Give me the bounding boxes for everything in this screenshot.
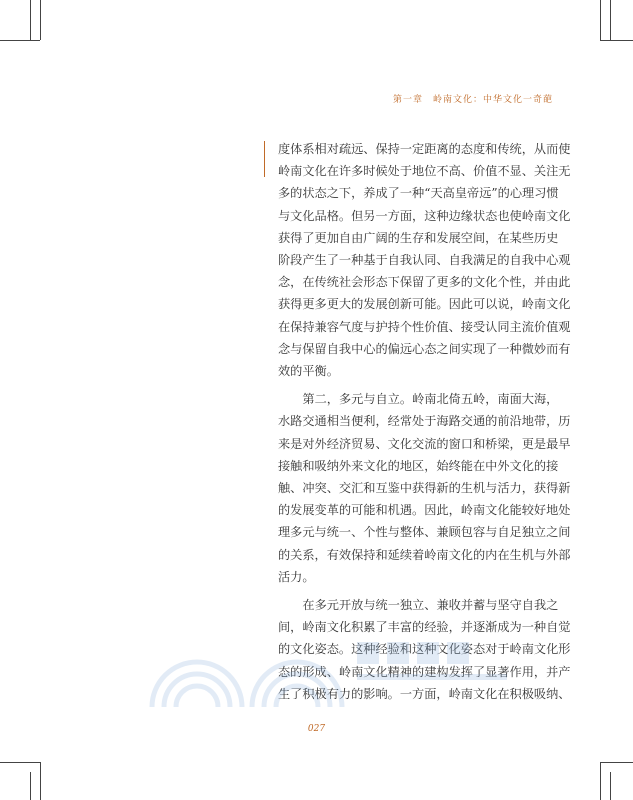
- crop-mark-top-left-h: [0, 40, 40, 41]
- crop-mark-top-right-h: [600, 40, 633, 41]
- crop-mark-bottom-right-v: [600, 762, 601, 800]
- text-line: 生了积极有力的影响。一方面，岭南文化在积极吸纳、: [278, 686, 571, 701]
- text-line: 效的平衡。: [278, 364, 339, 379]
- paragraph: [278, 594, 571, 705]
- text-line: 接触和吸纳外来文化的地区，始终能在中外文化的接: [278, 458, 559, 473]
- text-line: 度体系相对疏远、保持一定距离的态度和传统，从而使: [278, 142, 571, 156]
- crop-mark-bottom-right-h: [600, 762, 633, 763]
- text-line: 的文化姿态。这种经验和这种文化姿态对于岭南文化形: [278, 642, 571, 657]
- crop-mark-bottom-left-h: [0, 762, 40, 763]
- running-head: [383, 92, 553, 105]
- text-line: 活力。: [278, 569, 315, 584]
- margin-rule: [264, 141, 265, 177]
- text-line: 在保持兼容气度与护持个性价值、接受认同主流价值观: [278, 319, 571, 334]
- text-line: 的关系，有效保持和延续着岭南文化的内在生机与外部: [278, 547, 571, 562]
- running-head-chapter: 第一章: [392, 95, 423, 105]
- text-line: 的发展变革的可能和机遇。因此，岭南文化能较好地处: [278, 503, 571, 518]
- crop-mark-bottom-left-v2: [30, 772, 31, 800]
- text-line: 间，岭南文化积累了丰富的经验，并逐渐成为一种自觉: [278, 620, 571, 635]
- text-line: 岭南文化在许多时候处于地位不高、价值不显、关注无: [278, 164, 571, 179]
- crop-mark-top-right-v2: [610, 0, 611, 40]
- crop-mark-top-left-v: [40, 0, 41, 40]
- crop-mark-top-right-v: [600, 0, 601, 40]
- paragraph: [278, 138, 571, 382]
- text-line: 念与保留自我中心的偏远心态之间实现了一种微妙而有: [278, 341, 571, 356]
- text-line: 水路交通相当便利，经常处于海路交通的前沿地带，历: [278, 414, 571, 429]
- text-line: 阶段产生了一种基于自我认同、自我满足的自我中心观: [278, 253, 571, 268]
- text-line: 获得了更加自由广阔的生存和发展空间，在某些历史: [278, 230, 559, 245]
- text-line: 理多元与统一、个性与整体、兼顾包容与自足独立之间: [278, 525, 571, 540]
- text-line: 态的形成、岭南文化精神的建构发挥了显著作用，并产: [278, 664, 571, 679]
- text-line: 获得更多更大的发展创新可能。因此可以说，岭南文化: [278, 297, 571, 312]
- body-text: [278, 138, 571, 705]
- text-line: 第二，多元与自立。岭南北倚五岭，南面大海，: [302, 392, 559, 407]
- crop-mark-top-left-v2: [30, 0, 31, 40]
- page-number: 027: [307, 724, 326, 734]
- text-line: 与文化品格。但另一方面，这种边缘状态也使岭南文化: [278, 208, 571, 223]
- running-head-title: 岭南文化：中华文化一奇葩: [432, 95, 553, 105]
- text-line: 多的状态之下，养成了一种“天高皇帝远”的心理习惯: [278, 186, 559, 201]
- text-line: 在多元开放与统一独立、兼收并蓄与坚守自我之: [302, 598, 559, 613]
- text-line: 触、冲突、交汇和互鉴中获得新的生机与活力，获得新: [278, 481, 571, 496]
- crop-mark-bottom-left-v: [40, 762, 41, 800]
- text-line: 念，在传统社会形态下保留了更多的文化个性，并由此: [278, 275, 571, 290]
- crop-mark-bottom-right-v2: [610, 772, 611, 800]
- text-line: 来是对外经济贸易、文化交流的窗口和桥梁，更是最早: [278, 436, 571, 451]
- paragraph: [278, 388, 571, 588]
